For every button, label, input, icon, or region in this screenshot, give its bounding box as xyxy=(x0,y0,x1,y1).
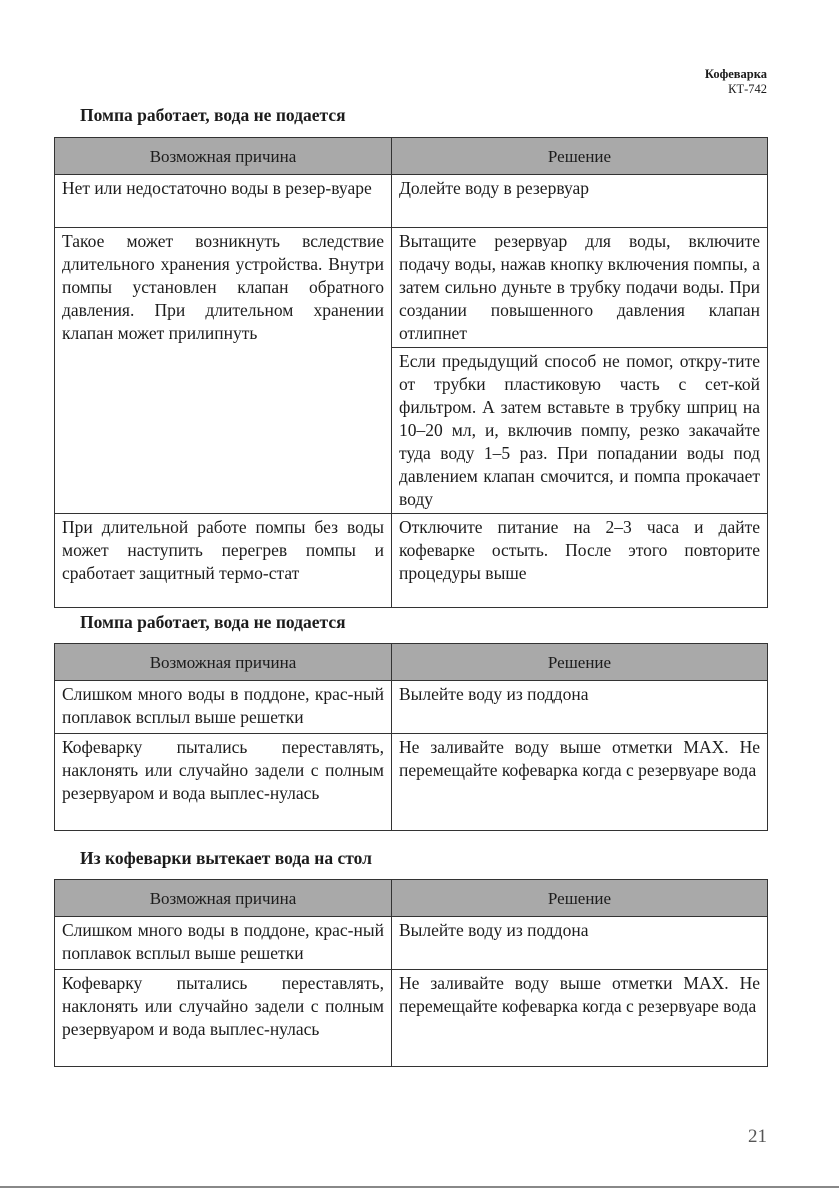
bottom-rule xyxy=(0,1186,839,1188)
cause-cell: Нет или недостаточно воды в резер-вуаре xyxy=(55,175,392,228)
cause-cell: Слишком много воды в поддоне, крас-ный поплавок всплыл выше решетки xyxy=(55,917,392,970)
solution-cell: Не заливайте воду выше отметки MAX. Не перемещайте кофеварка когда с резервуаре вода xyxy=(392,734,768,831)
cause-cell: Слишком много воды в поддоне, крас-ный поплавок всплыл выше решетки xyxy=(55,681,392,734)
cause-cell: Такое может возникнуть вследствие длительного хранения устройства. Внутри помпы установлен клапан обратного давления. При длительном хранении клапан может прилипнуть xyxy=(55,228,392,514)
page-number: 21 xyxy=(748,1126,767,1147)
column-header-solution: Решение xyxy=(392,138,768,175)
cause-cell: При длительной работе помпы без воды может наступить перегрев помпы и сработает защитный термо-стат xyxy=(55,514,392,608)
table-row xyxy=(55,970,768,1067)
troubleshooting-table xyxy=(54,879,768,1067)
section-title: Помпа работает, вода не подается xyxy=(80,612,346,632)
section-title: Из кофеварки вытекает вода на стол xyxy=(80,848,372,868)
page-header xyxy=(705,66,767,97)
section-title: Помпа работает, вода не подается xyxy=(80,105,346,125)
model-number: КТ-742 xyxy=(728,82,767,96)
cause-cell: Кофеварку пытались переставлять, наклонять или случайно задели с полным резервуаром и вода выплес-нулась xyxy=(55,734,392,831)
table-header-row xyxy=(55,138,768,175)
solution-cell: Если предыдущий способ не помог, откру-тите от трубки пластиковую часть с сет-кой фильтром. А затем вставьте в трубку шприц на 10–20 мл, и, включив помпу, резко закачайте туда воду 1–5 раз. При попадании воды под давлением клапан смочится, и помпа прокачает воду xyxy=(392,348,768,514)
column-header-cause: Возможная причина xyxy=(55,138,392,175)
column-header-cause: Возможная причина xyxy=(55,880,392,917)
table-row xyxy=(55,514,768,608)
solution-cell: Долейте воду в резервуар xyxy=(392,175,768,228)
table-header-row xyxy=(55,880,768,917)
table-row xyxy=(55,228,768,348)
table-row xyxy=(55,175,768,228)
solution-cell: Вылейте воду из поддона xyxy=(392,917,768,970)
solution-cell: Вытащите резервуар для воды, включите подачу воды, нажав кнопку включения помпы, а затем сильно дуньте в трубку подачи воды. При создании повышенного давления клапан отлипнет xyxy=(392,228,768,348)
column-header-solution: Решение xyxy=(392,644,768,681)
solution-cell: Отключите питание на 2–3 часа и дайте кофеварке остыть. После этого повторите процедуры выше xyxy=(392,514,768,608)
table-row xyxy=(55,734,768,831)
column-header-solution: Решение xyxy=(392,880,768,917)
solution-cell: Вылейте воду из поддона xyxy=(392,681,768,734)
brand-name: Кофеварка xyxy=(704,67,767,81)
cause-cell: Кофеварку пытались переставлять, наклонять или случайно задели с полным резервуаром и вода выплес-нулась xyxy=(55,970,392,1067)
solution-cell: Не заливайте воду выше отметки MAX. Не перемещайте кофеварка когда с резервуаре вода xyxy=(392,970,768,1067)
column-header-cause: Возможная причина xyxy=(55,644,392,681)
table-row xyxy=(55,917,768,970)
troubleshooting-table xyxy=(54,643,768,831)
table-header-row xyxy=(55,644,768,681)
troubleshooting-table xyxy=(54,137,768,608)
table-row xyxy=(55,681,768,734)
